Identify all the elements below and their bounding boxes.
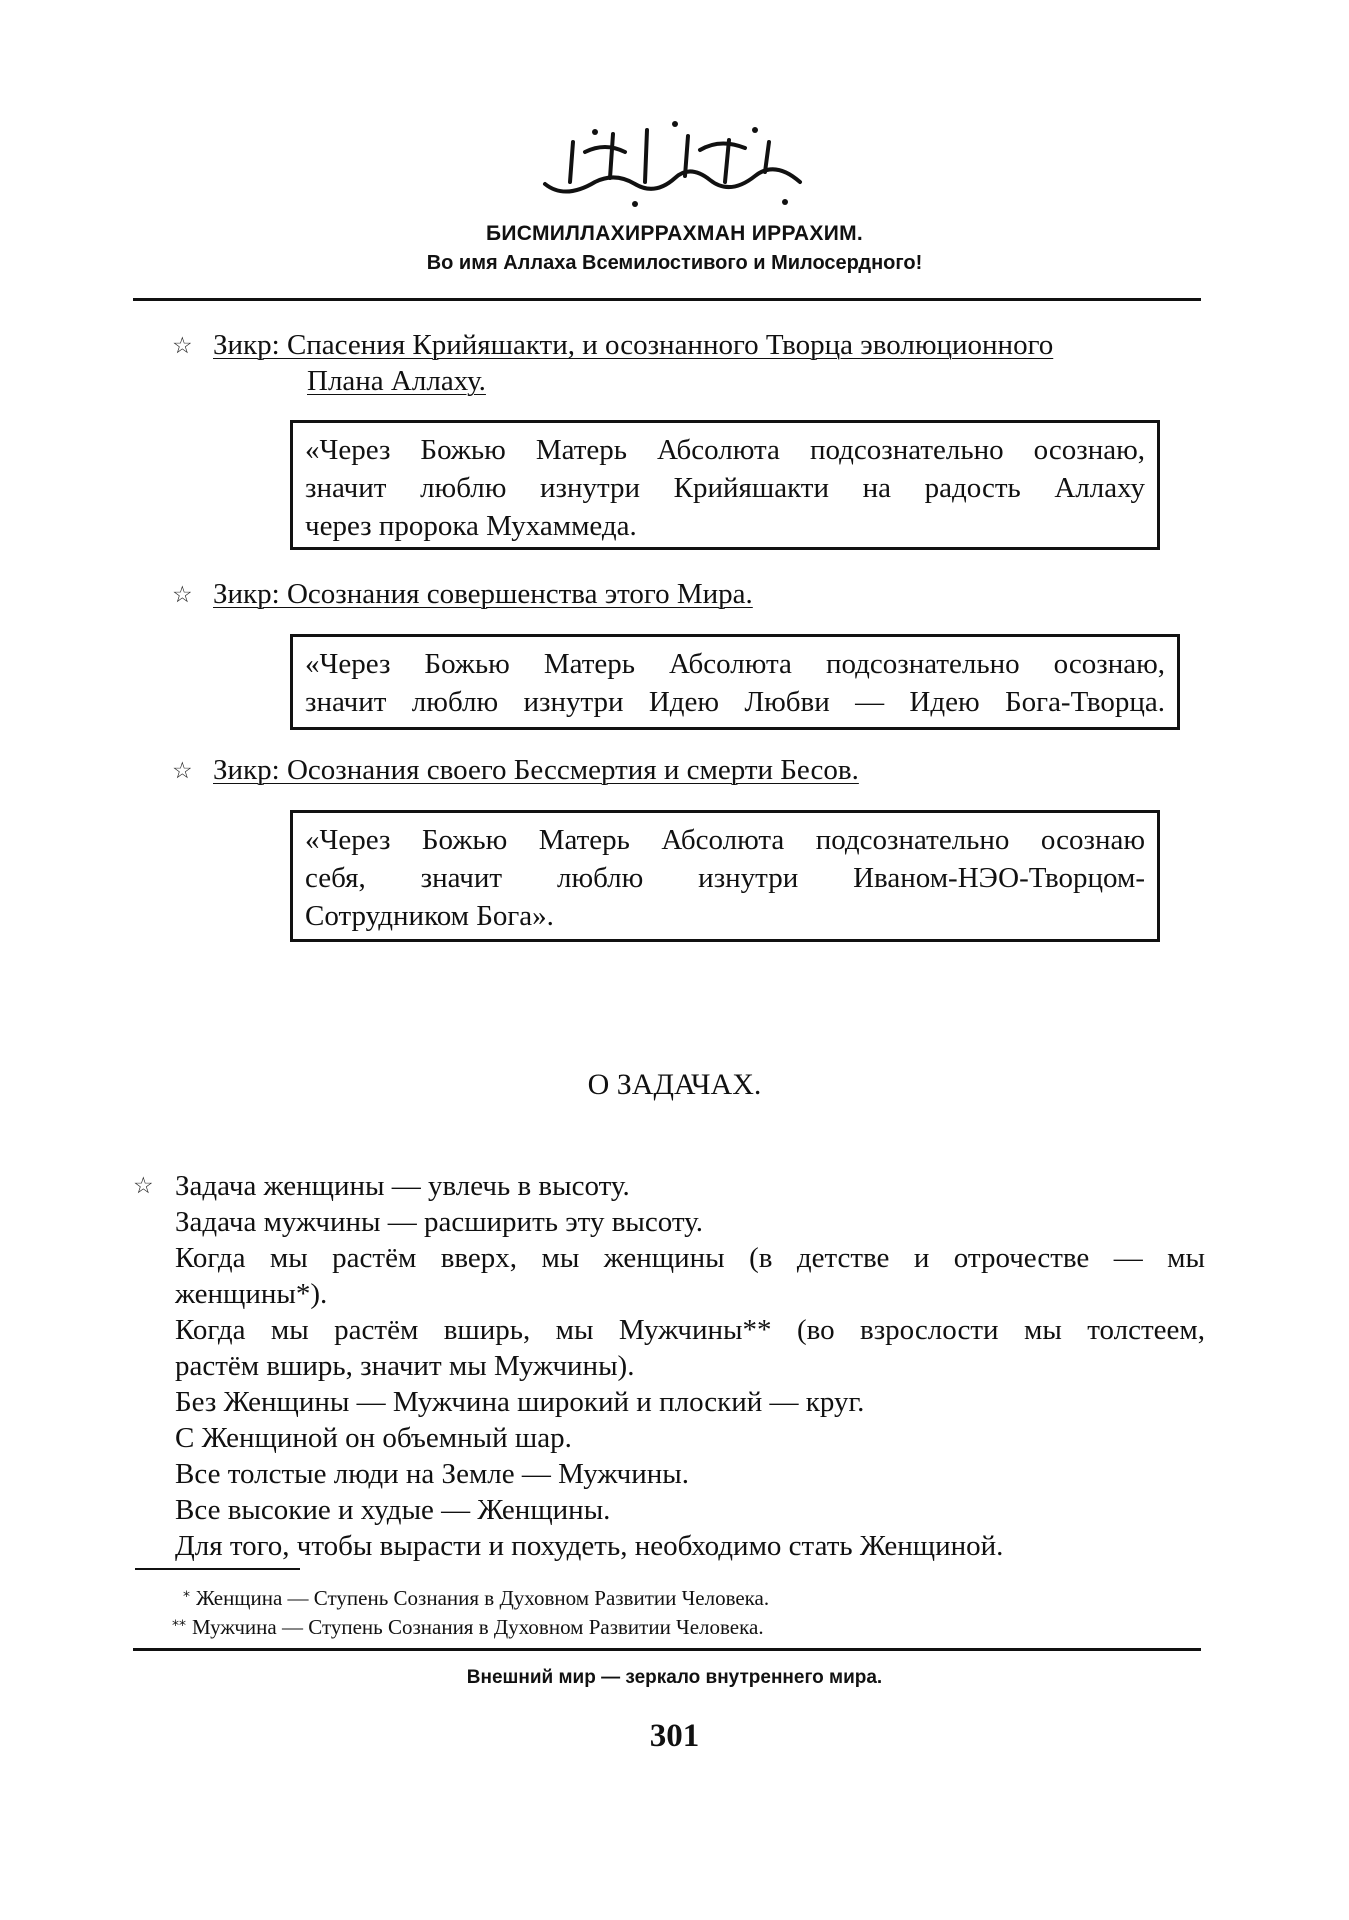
- text-line: женщины*).: [175, 1278, 328, 1310]
- quote-line: «Через Божью Матерь Абсолюта подсознательно осознаю: [305, 824, 1145, 856]
- quote-line: себя, значит люблю изнутри Иваном-НЭО-Творцом-: [305, 862, 1145, 894]
- section-title: О ЗАДАЧАХ.: [587, 1068, 762, 1101]
- zikr-heading: Зикр: Осознания своего Бессмертия и смерти Бесов.: [213, 754, 859, 786]
- zikr-heading: Зикр: Спасения Крийяшакти, и осознанного Творца эволюционного: [213, 329, 1054, 361]
- footer-divider: [133, 1648, 1201, 1651]
- zikr-quote-box: [290, 420, 1160, 550]
- quote-line: «Через Божью Матерь Абсолюта подсознательно осознаю,: [305, 434, 1145, 466]
- quote-line: «Через Божью Матерь Абсолюта подсознательно осознаю,: [305, 648, 1165, 680]
- text-line: растём вширь, значит мы Мужчины).: [175, 1350, 635, 1382]
- zikr-quote-box: [290, 810, 1160, 942]
- header-subtitle: Во имя Аллаха Всемилостивого и Милосердного!: [426, 252, 923, 274]
- header-divider: [133, 298, 1201, 301]
- text-line: Все высокие и худые — Женщины.: [175, 1494, 611, 1526]
- zikr-heading: Зикр: Осознания совершенства этого Мира.: [213, 578, 753, 610]
- footnote: [183, 1583, 769, 1612]
- quote-line: Сотрудником Бога».: [305, 900, 554, 932]
- text-line: Когда мы растём вверх, мы женщины (в детстве и отрочестве — мы: [175, 1242, 1205, 1274]
- star-bullet-icon: ☆: [172, 582, 193, 608]
- quote-line: значит люблю изнутри Крийяшакти на радость Аллаху: [305, 472, 1145, 504]
- tasks-paragraph: [175, 1168, 1205, 1564]
- text-line: Задача женщины — увлечь в высоту.: [175, 1170, 630, 1202]
- footnote: [172, 1612, 764, 1641]
- text-line: Все толстые люди на Земле — Мужчины.: [175, 1458, 689, 1490]
- quote-line: через пророка Мухаммеда.: [305, 510, 637, 542]
- header-title: БИСМИЛЛАХИРРАХМАН ИРРАХИМ.: [485, 222, 864, 245]
- text-line: Без Женщины — Мужчина широкий и плоский — круг.: [175, 1386, 865, 1418]
- zikr-quote-box: [290, 634, 1180, 730]
- footnote-text: Женщина — Ступень Сознания в Духовном Развитии Человека.: [196, 1586, 770, 1610]
- footnote-text: Мужчина — Ступень Сознания в Духовном Развитии Человека.: [192, 1615, 764, 1639]
- basmala-calligraphy-image: [525, 112, 825, 212]
- footnote-mark: *: [183, 1589, 190, 1605]
- text-line: Для того, чтобы вырасти и похудеть, необходимо стать Женщиной.: [175, 1530, 1004, 1562]
- footer-motto: Внешний мир — зеркало внутреннего мира.: [466, 1667, 883, 1688]
- footnote-mark: **: [172, 1618, 186, 1634]
- footnote-separator: [135, 1568, 300, 1570]
- star-bullet-icon: ☆: [133, 1173, 154, 1199]
- text-line: Когда мы растём вширь, мы Мужчины** (во взрослости мы толстеем,: [175, 1314, 1205, 1346]
- star-bullet-icon: ☆: [172, 333, 193, 359]
- text-line: С Женщиной он объемный шар.: [175, 1422, 572, 1454]
- basmala-calligraphy: [0, 112, 1349, 212]
- quote-line: значит люблю изнутри Идею Любви — Идею Бога-Творца.: [305, 686, 1165, 718]
- page-number: 301: [649, 1718, 700, 1754]
- text-line: Задача мужчины — расширить эту высоту.: [175, 1206, 704, 1238]
- zikr-heading-continued: Плана Аллаху.: [307, 365, 486, 397]
- star-bullet-icon: ☆: [172, 758, 193, 784]
